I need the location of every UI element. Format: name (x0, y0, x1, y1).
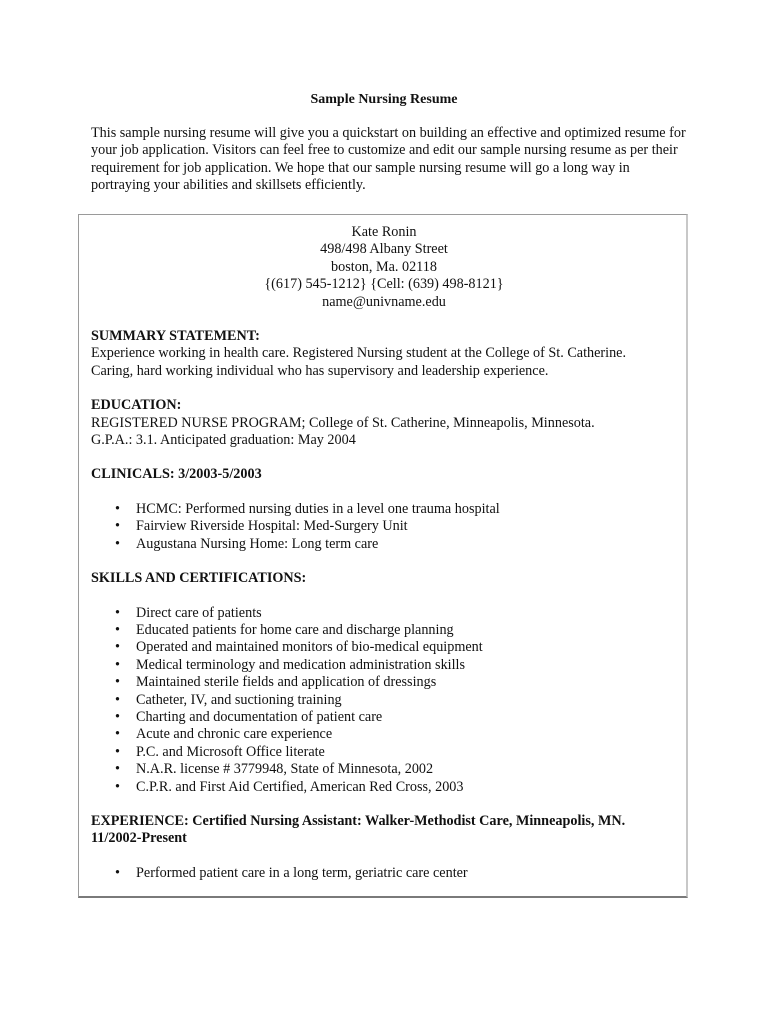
summary-line-1: Experience working in health care. Registered Nursing student at the College of St. Catherine. (91, 345, 627, 362)
resume-frame[interactable] (78, 214, 688, 898)
clinicals-heading: CLINICALS: 3/2003-5/2003 (91, 466, 262, 483)
intro-paragraph: This sample nursing resume will give you a quickstart on building an effective and optimized resume for your job application. Visitors can feel free to customize and edit our sample nursing resume as per their requirement for job application. We hope that our sample nursing resume will go a long way in portraying your abilities and skillsets efficiently. (91, 125, 686, 194)
summary-section (91, 328, 677, 380)
page-title: Sample Nursing Resume (310, 92, 458, 107)
list-item: • Acute and chronic care experience (91, 726, 677, 743)
list-item: • Augustana Nursing Home: Long term care (91, 536, 677, 553)
list-item: • Catheter, IV, and suctioning training (91, 692, 677, 709)
education-section (91, 397, 677, 449)
contact-email: name@univname.edu (322, 293, 446, 310)
experience-list (91, 865, 677, 882)
contact-block (91, 224, 677, 311)
skills-section (91, 570, 677, 796)
skills-list (91, 605, 677, 796)
contact-name: Kate Ronin (351, 224, 417, 240)
summary-line-2: Caring, hard working individual who has supervisory and leadership experience. (91, 362, 549, 379)
list-item: • Medical terminology and medication administration skills (91, 657, 677, 674)
clinicals-section (91, 466, 677, 553)
list-item: • Educated patients for home care and discharge planning (91, 622, 677, 639)
skills-heading: SKILLS AND CERTIFICATIONS: (91, 570, 307, 587)
list-item: • HCMC: Performed nursing duties in a level one trauma hospital (91, 501, 677, 518)
list-item: • Direct care of patients (91, 605, 677, 622)
list-item: • Operated and maintained monitors of bio-medical equipment (91, 639, 677, 656)
list-item: • C.P.R. and First Aid Certified, American Red Cross, 2003 (91, 779, 677, 796)
contact-street: 498/498 Albany Street (320, 241, 448, 258)
clinicals-list (91, 501, 677, 553)
education-heading: EDUCATION: (91, 397, 182, 414)
education-line-1: REGISTERED NURSE PROGRAM; College of St. Catherine, Minneapolis, Minnesota. (91, 414, 595, 431)
list-item: • Maintained sterile fields and application of dressings (91, 674, 677, 691)
education-line-2: G.P.A.: 3.1. Anticipated graduation: May 2004 (91, 432, 356, 449)
list-item: • P.C. and Microsoft Office literate (91, 744, 677, 761)
experience-heading-line-1: EXPERIENCE: Certified Nursing Assistant: Walker-Methodist Care, Minneapolis, MN. (91, 812, 626, 829)
list-item: • Charting and documentation of patient care (91, 709, 677, 726)
list-item: • Fairview Riverside Hospital: Med-Surgery Unit (91, 518, 677, 535)
list-item: • Performed patient care in a long term, geriatric care center (91, 865, 677, 882)
experience-section (91, 813, 677, 882)
summary-heading: SUMMARY STATEMENT: (91, 328, 260, 345)
list-item: • N.A.R. license # 3779948, State of Minnesota, 2002 (91, 761, 677, 778)
contact-city: boston, Ma. 02118 (331, 258, 437, 275)
resume-content (91, 224, 677, 882)
contact-phones: {(617) 545-1212} {Cell: (639) 498-8121} (264, 276, 504, 293)
experience-heading-line-2: 11/2002-Present (91, 830, 187, 847)
